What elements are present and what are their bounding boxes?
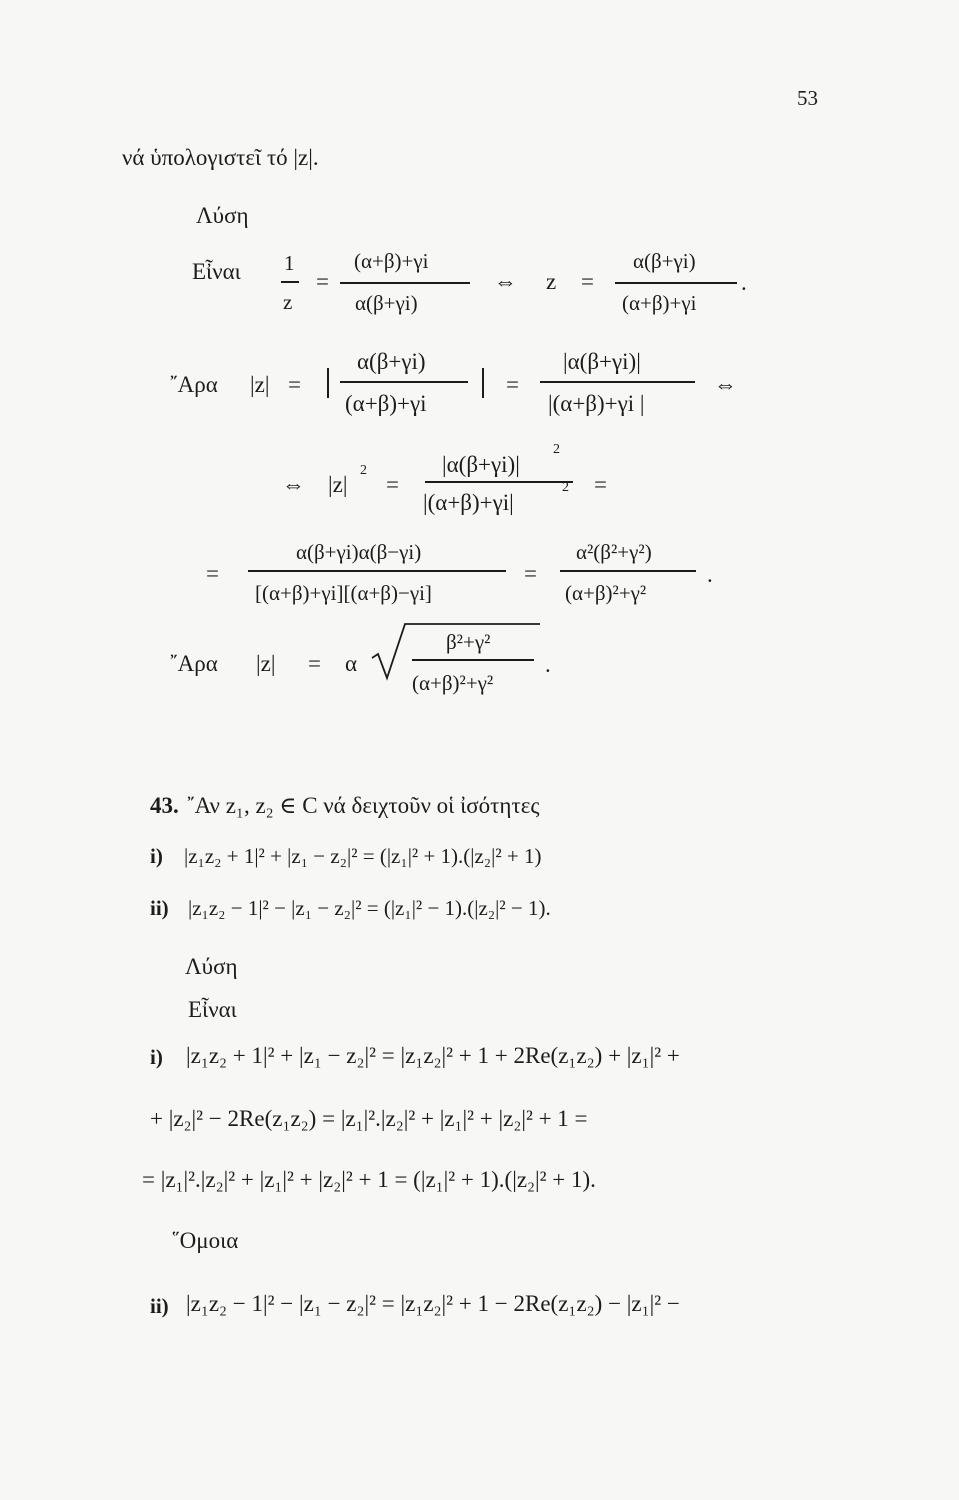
omoia-label: ῞Ομοια bbox=[172, 1228, 239, 1253]
fraction-numerator: |α(β+γi)| bbox=[563, 349, 641, 374]
solution-heading: Λύση bbox=[196, 203, 249, 228]
ara-label: ῎Αρα bbox=[170, 372, 218, 397]
iff-arrow: ⇔ bbox=[714, 372, 737, 397]
solution-line: |z₁z₂ + 1|² + |z₁ − z₂|² = |z₁z₂|² + 1 + 2Re(z₁z₂) + |z₁|² + bbox=[186, 1043, 680, 1068]
identity-ii: |z₁z₂ − 1|² − |z₁ − z₂|² = (|z₁|² − 1).(|z₂|² − 1). bbox=[188, 896, 551, 920]
fraction-denominator: α(β+γi) bbox=[355, 291, 418, 315]
fraction-denominator: |(α+β)+γi | bbox=[548, 391, 645, 416]
abs-z: |z| bbox=[328, 472, 348, 497]
variable-z: z bbox=[546, 269, 557, 294]
equals-sign: = bbox=[594, 472, 607, 497]
fraction-bar bbox=[425, 481, 573, 483]
fraction-bar bbox=[412, 659, 534, 661]
fraction-bar bbox=[540, 381, 695, 383]
iff-arrow: ⇔ bbox=[494, 269, 517, 294]
equals-sign: = bbox=[506, 372, 519, 397]
fraction-numerator: α(β+γi)α(β−γi) bbox=[296, 540, 422, 564]
fraction-numerator: (α+β)+γi bbox=[354, 249, 429, 273]
exponent: 2 bbox=[553, 442, 560, 457]
ara-label: ῎Αρα bbox=[170, 651, 218, 676]
solution-line: = |z₁|².|z₂|² + |z₁|² + |z₂|² + 1 = (|z₁|² + 1).(|z₂|² + 1). bbox=[142, 1167, 596, 1192]
equals-sign: = bbox=[206, 561, 219, 586]
equals-sign: = bbox=[308, 651, 321, 676]
einai-label: Εἶναι bbox=[188, 997, 237, 1022]
equals-sign: = bbox=[316, 269, 329, 294]
item-label: ii) bbox=[150, 1294, 169, 1318]
fraction-denominator: z bbox=[283, 290, 293, 314]
fraction-denominator: (α+β)+γi bbox=[345, 391, 427, 416]
fraction-numerator: α(β+γi) bbox=[633, 249, 696, 273]
fraction-bar bbox=[281, 281, 299, 283]
solution-heading: Λύση bbox=[185, 954, 238, 979]
equals-sign: = bbox=[386, 472, 399, 497]
period: . bbox=[741, 270, 747, 295]
intro-line: νά ὑπολογιστεῖ τό |z|. bbox=[122, 145, 319, 170]
abs-z: |z| bbox=[250, 372, 270, 397]
alpha: α bbox=[345, 651, 358, 676]
fraction-bar bbox=[248, 570, 506, 572]
equals-sign: = bbox=[288, 372, 301, 397]
identity-i: |z₁z₂ + 1|² + |z₁ − z₂|² = (|z₁|² + 1).(|z₂|² + 1) bbox=[184, 844, 542, 868]
period: . bbox=[707, 562, 713, 587]
fraction-denominator: (α+β)²+γ² bbox=[565, 581, 647, 605]
problem-statement: ῎Αν z₁, z₂ ∈ C νά δειχτοῦν οἱ ἰσότητες bbox=[187, 793, 540, 818]
fraction-bar bbox=[615, 282, 737, 284]
exponent: 2 bbox=[562, 480, 569, 495]
page-number: 53 bbox=[797, 86, 818, 110]
radicand-denominator: (α+β)²+γ² bbox=[412, 671, 494, 695]
fraction-numerator: 1 bbox=[284, 251, 295, 275]
radicand-numerator: β²+γ² bbox=[446, 630, 491, 654]
period: . bbox=[545, 652, 551, 677]
iff-arrow: ⇔ bbox=[282, 472, 305, 497]
fraction-denominator: [(α+β)+γi][(α+β)−γi] bbox=[255, 581, 432, 605]
item-label: i) bbox=[150, 1045, 163, 1069]
abs-bar bbox=[482, 368, 484, 398]
fraction-bar bbox=[560, 570, 696, 572]
fraction-denominator: (α+β)+γi bbox=[622, 291, 697, 315]
problem-number: 43. bbox=[150, 793, 179, 818]
fraction-numerator: |α(β+γi)| bbox=[442, 452, 520, 477]
equals-sign: = bbox=[524, 561, 537, 586]
einai-label: Εἶναι bbox=[192, 259, 241, 284]
equals-sign: = bbox=[581, 269, 594, 294]
exponent: 2 bbox=[360, 463, 367, 478]
fraction-numerator: α(β+γi) bbox=[357, 349, 426, 374]
item-label: i) bbox=[150, 844, 163, 868]
item-label: ii) bbox=[150, 896, 169, 920]
fraction-bar bbox=[340, 282, 470, 284]
solution-line: + |z₂|² − 2Re(z₁z₂) = |z₁|².|z₂|² + |z₁|² + |z₂|² + 1 = bbox=[150, 1106, 588, 1131]
abs-z: |z| bbox=[256, 651, 276, 676]
fraction-bar bbox=[340, 381, 468, 383]
fraction-numerator: α²(β²+γ²) bbox=[576, 540, 652, 564]
fraction-denominator: |(α+β)+γi| bbox=[423, 490, 514, 515]
abs-bar bbox=[327, 368, 329, 398]
solution-line: |z₁z₂ − 1|² − |z₁ − z₂|² = |z₁z₂|² + 1 − 2Re(z₁z₂) − |z₁|² − bbox=[186, 1291, 680, 1316]
